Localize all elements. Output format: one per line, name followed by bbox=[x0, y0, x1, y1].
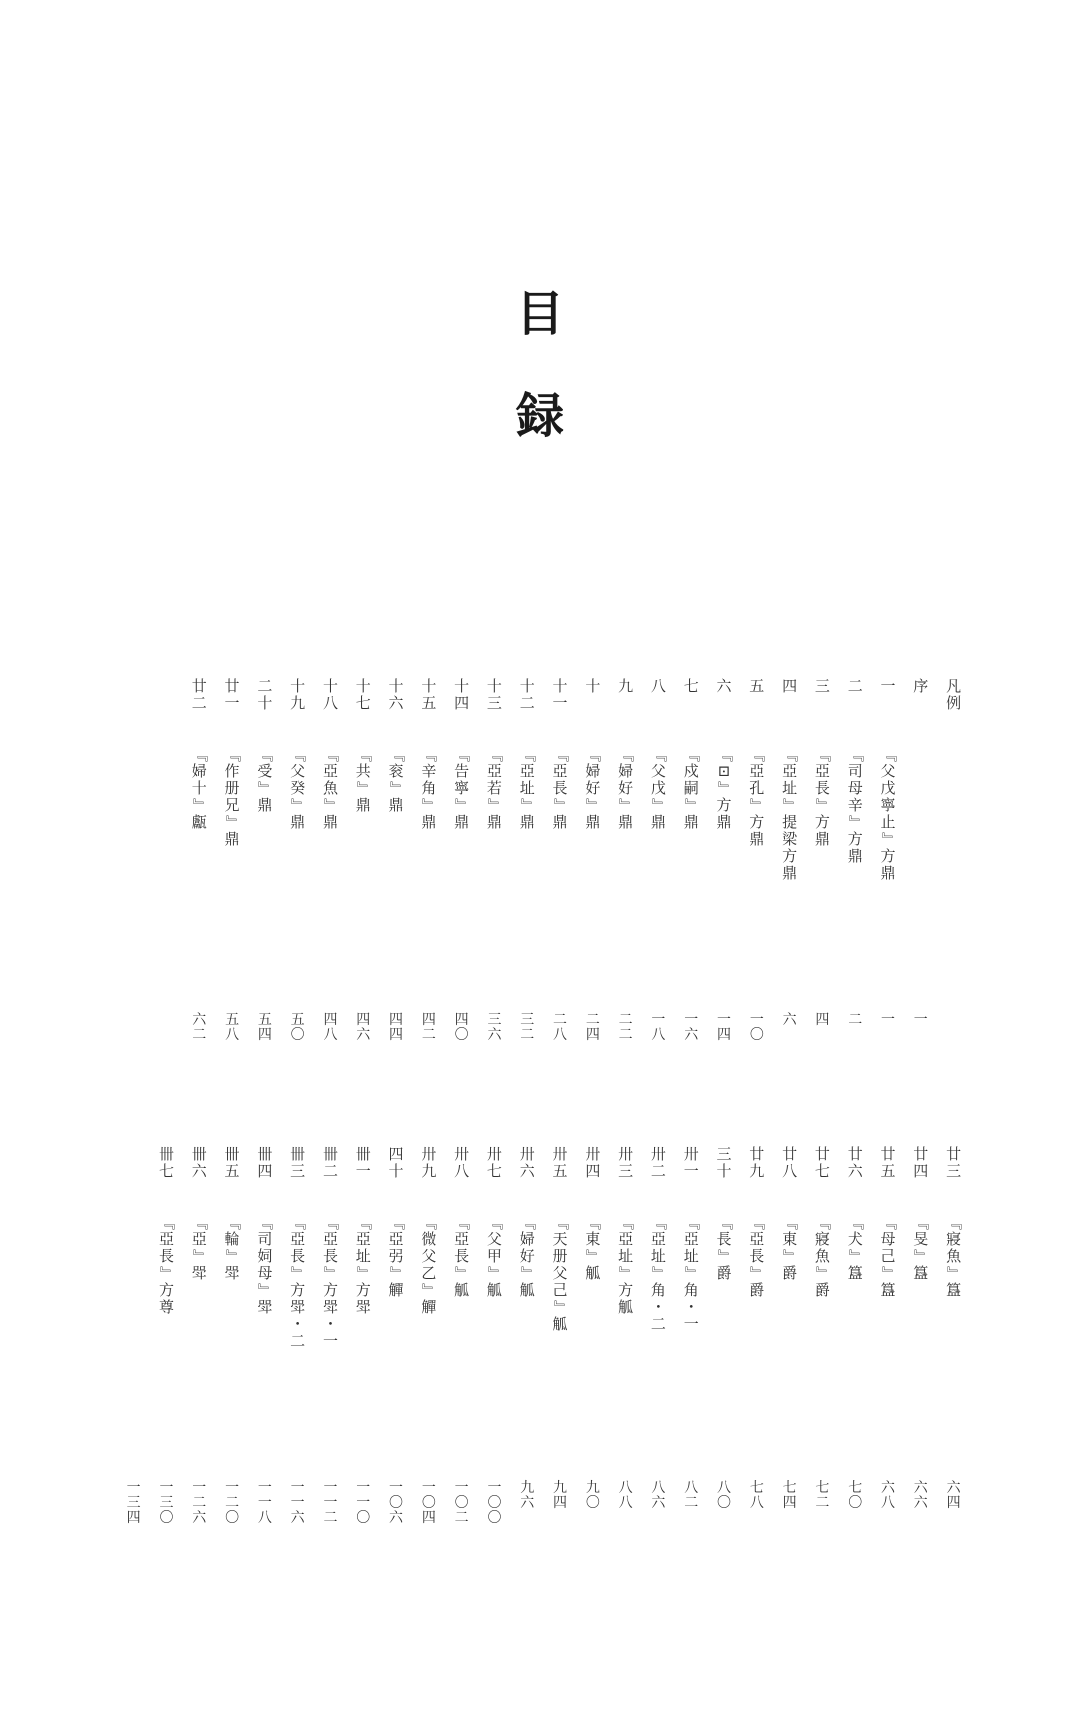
toc-entry[interactable] bbox=[642, 678, 675, 1068]
entry-title: 『 亞 長 』 觚 bbox=[453, 1214, 472, 1299]
toc-entry[interactable] bbox=[183, 678, 216, 1068]
entry-page: 五 〇 bbox=[290, 1012, 305, 1043]
entry-title: 『 亞 址 』 鼎 bbox=[518, 746, 537, 831]
entry-number: 卅 一 bbox=[683, 1145, 699, 1180]
toc-block-lower bbox=[117, 1146, 970, 1536]
toc-entry[interactable] bbox=[347, 1146, 380, 1536]
entry-number: 十 五 bbox=[421, 677, 437, 712]
toc-entry[interactable] bbox=[281, 678, 314, 1068]
toc-entry[interactable] bbox=[412, 1146, 445, 1536]
entry-page: 七 四 bbox=[782, 1480, 797, 1511]
entry-title: 『 亞 長 』 方 尊 bbox=[157, 1214, 176, 1316]
entry-number: 十 一 bbox=[552, 677, 568, 712]
entry-title: 『 司 㚸 母 』 斝 bbox=[256, 1214, 275, 1316]
entry-title: 『 戍 嗣 』 鼎 bbox=[682, 746, 701, 831]
entry-number: 廿 九 bbox=[749, 1145, 765, 1180]
entry-page: 六 八 bbox=[881, 1480, 895, 1511]
toc-entry[interactable] bbox=[314, 678, 347, 1068]
entry-page: 四 八 bbox=[323, 1012, 338, 1043]
toc-entry[interactable] bbox=[511, 1146, 544, 1536]
toc-entry[interactable] bbox=[248, 678, 281, 1068]
entry-number: 卅 五 bbox=[552, 1145, 568, 1180]
entry-number: 十 九 bbox=[290, 677, 306, 712]
entry-page: 一 六 bbox=[684, 1012, 699, 1043]
entry-title: 『 父 戊 寧 止 』 方 鼎 bbox=[879, 746, 898, 882]
entry-page: 一 一 八 bbox=[257, 1480, 272, 1526]
entry-page: 二 四 bbox=[585, 1012, 600, 1043]
entry-page: 一 一 二 bbox=[323, 1480, 338, 1526]
toc-entry[interactable] bbox=[773, 678, 806, 1068]
entry-title: 『 微 父 乙 』 觶 bbox=[420, 1214, 439, 1316]
toc-entry[interactable] bbox=[872, 1146, 905, 1536]
entry-number: 廿 三 bbox=[946, 1145, 962, 1180]
entry-number: 九 bbox=[618, 677, 634, 695]
entry-title: 『 長 』 爵 bbox=[715, 1214, 734, 1282]
toc-entry[interactable] bbox=[511, 678, 544, 1068]
toc-entry[interactable] bbox=[281, 1146, 314, 1536]
entry-title: 『 旻 』 簋 bbox=[912, 1214, 931, 1282]
title-char-1: 目 bbox=[515, 286, 564, 342]
toc-entry[interactable] bbox=[904, 1146, 937, 1536]
entry-number: 十 七 bbox=[355, 677, 371, 712]
entry-title: 『 亞 長 』 方 鼎 bbox=[813, 746, 832, 848]
entry-number: 卅 八 bbox=[454, 1145, 470, 1180]
toc-entry[interactable] bbox=[576, 1146, 609, 1536]
toc-entry[interactable] bbox=[347, 678, 380, 1068]
entry-page: 二 八 bbox=[553, 1012, 568, 1043]
toc-entry[interactable] bbox=[445, 1146, 478, 1536]
entry-number: 廿 五 bbox=[880, 1145, 896, 1180]
toc-entry[interactable] bbox=[642, 1146, 675, 1536]
entry-page: 四 〇 bbox=[454, 1012, 469, 1043]
entry-title: 『 犬 』 簋 bbox=[846, 1214, 865, 1282]
toc-entry[interactable] bbox=[773, 1146, 806, 1536]
entry-page: 八 八 bbox=[618, 1480, 633, 1511]
entry-page: 八 〇 bbox=[717, 1480, 732, 1511]
entry-page: 三 六 bbox=[487, 1012, 502, 1043]
entry-page: 八 二 bbox=[684, 1480, 699, 1511]
toc-entry[interactable] bbox=[150, 1146, 183, 1536]
entry-title: 『 婦 好 』 鼎 bbox=[584, 746, 603, 831]
entry-title: 『 亞 址 』 角 ・ 一 bbox=[682, 1214, 701, 1333]
entry-number: 十 二 bbox=[519, 677, 535, 712]
entry-number: 二 bbox=[847, 677, 863, 695]
entry-title: 『 衮 』 鼎 bbox=[387, 746, 406, 814]
entry-title: 『 亞 』 斝 bbox=[190, 1214, 209, 1282]
toc-entry[interactable] bbox=[183, 1146, 216, 1536]
entry-number: 六 bbox=[716, 677, 732, 695]
entry-number: 三 十 bbox=[716, 1145, 732, 1180]
entry-page: 一 一 〇 bbox=[356, 1480, 371, 1526]
toc-entry[interactable] bbox=[872, 678, 905, 1068]
entry-number: 八 bbox=[650, 677, 666, 695]
entry-title: 『 父 癸 』 鼎 bbox=[289, 746, 308, 831]
toc-entry[interactable] bbox=[609, 1146, 642, 1536]
entry-title: 『 亞 長 』 鼎 bbox=[551, 746, 570, 831]
entry-number: 卅 二 bbox=[650, 1145, 666, 1180]
toc-block-upper bbox=[183, 678, 970, 1068]
entry-page: 一 bbox=[881, 1012, 895, 1028]
entry-number: 廿 二 bbox=[191, 677, 207, 712]
entry-page: 四 四 bbox=[389, 1012, 404, 1043]
entry-number: 凡 例 bbox=[946, 677, 962, 712]
toc-entry[interactable] bbox=[544, 1146, 577, 1536]
entry-page: 一 〇 〇 bbox=[487, 1480, 502, 1526]
entry-page: 四 bbox=[815, 1012, 830, 1028]
entry-title: 『 亞 孔 』 方 鼎 bbox=[748, 746, 767, 848]
toc-entry[interactable] bbox=[806, 1146, 839, 1536]
entry-page: 九 〇 bbox=[585, 1480, 600, 1511]
toc-entry[interactable] bbox=[937, 1146, 970, 1536]
entry-page: 一 〇 四 bbox=[421, 1480, 436, 1526]
toc-entry[interactable] bbox=[478, 1146, 511, 1536]
entry-page: 四 六 bbox=[356, 1012, 371, 1043]
entry-title: 『 亞 弜 』 觶 bbox=[387, 1214, 406, 1299]
entry-page: 七 二 bbox=[815, 1480, 830, 1511]
entry-title: 『 亞 長 』 爵 bbox=[748, 1214, 767, 1299]
entry-number: 卅 九 bbox=[421, 1145, 437, 1180]
entry-title: 『 ⊡ 』 方 鼎 bbox=[715, 746, 734, 831]
entry-title: 『 亞 址 』 方 觚 bbox=[617, 1214, 636, 1316]
entry-title: 『 寢 魚 』 簋 bbox=[945, 1214, 964, 1299]
entry-number: 四 bbox=[782, 677, 798, 695]
toc-entry[interactable] bbox=[839, 1146, 872, 1536]
entry-number: 序 bbox=[913, 677, 929, 695]
entry-title: 『 亞 若 』 鼎 bbox=[485, 746, 504, 831]
entry-page: 五 八 bbox=[225, 1012, 240, 1043]
entry-title: 『 東 』 觚 bbox=[584, 1214, 603, 1282]
entry-number: 廿 八 bbox=[782, 1145, 798, 1180]
entry-title: 『 天 册 父 己 』 觚 bbox=[551, 1214, 570, 1333]
entry-title: 『 受 』 鼎 bbox=[256, 746, 275, 814]
entry-page: 六 bbox=[782, 1012, 797, 1028]
entry-title: 『 亞 長 』 方 斝 ・ 一 bbox=[321, 1214, 340, 1350]
entry-title: 『 共 』 鼎 bbox=[354, 746, 373, 814]
toc-entry[interactable] bbox=[478, 678, 511, 1068]
toc-entry[interactable] bbox=[216, 678, 249, 1068]
toc-entry[interactable] bbox=[839, 678, 872, 1068]
entry-title: 『 婦 好 』 觚 bbox=[518, 1214, 537, 1299]
toc-entry[interactable] bbox=[740, 678, 773, 1068]
toc-entry[interactable] bbox=[216, 1146, 249, 1536]
entry-number: 卌 五 bbox=[224, 1145, 240, 1180]
toc-entry[interactable] bbox=[708, 678, 741, 1068]
entry-page: 六 四 bbox=[946, 1480, 961, 1511]
toc-entry[interactable] bbox=[412, 678, 445, 1068]
entry-page: 七 八 bbox=[749, 1480, 764, 1511]
entry-page: 六 六 bbox=[913, 1480, 928, 1511]
entry-number: 卌 四 bbox=[257, 1145, 273, 1180]
entry-page: 六 二 bbox=[192, 1012, 207, 1043]
entry-title: 『 作 册 兄 』 鼎 bbox=[223, 746, 242, 848]
entry-number: 卅 三 bbox=[618, 1145, 634, 1180]
entry-number: 二 十 bbox=[257, 677, 273, 712]
toc-entry[interactable] bbox=[609, 678, 642, 1068]
entry-number: 十 三 bbox=[486, 677, 502, 712]
entry-title: 『 告 寧 』 鼎 bbox=[453, 746, 472, 831]
entry-number: 四 十 bbox=[388, 1145, 404, 1180]
entry-number: 十 bbox=[585, 677, 601, 695]
entry-number: 七 bbox=[683, 677, 699, 695]
entry-number: 十 六 bbox=[388, 677, 404, 712]
entry-title: 『 亞 址 』 方 斝 bbox=[354, 1214, 373, 1316]
toc-entry[interactable] bbox=[314, 1146, 347, 1536]
entry-page: 一 八 bbox=[651, 1012, 666, 1043]
entry-page: 一 三 四 bbox=[126, 1480, 141, 1526]
entry-page: 一 四 bbox=[717, 1012, 732, 1043]
toc-entry[interactable] bbox=[806, 678, 839, 1068]
entry-page: 七 〇 bbox=[848, 1480, 863, 1511]
toc-entry[interactable] bbox=[576, 678, 609, 1068]
entry-page: 一 三 〇 bbox=[159, 1480, 174, 1526]
toc-entry[interactable] bbox=[708, 1146, 741, 1536]
toc-entry-trailing bbox=[117, 1146, 150, 1536]
entry-title: 『 母 己 』 簋 bbox=[879, 1214, 898, 1299]
toc-entry[interactable] bbox=[675, 678, 708, 1068]
entry-number: 卌 三 bbox=[290, 1145, 306, 1180]
entry-page: 一 bbox=[913, 1012, 928, 1028]
entry-page: 一 〇 二 bbox=[454, 1480, 469, 1526]
entry-title: 『 東 』 爵 bbox=[781, 1214, 800, 1282]
entry-number: 卅 四 bbox=[585, 1145, 601, 1180]
entry-number: 卌 二 bbox=[322, 1145, 338, 1180]
toc-entry[interactable] bbox=[675, 1146, 708, 1536]
entry-title: 『 司 母 辛 』 方 鼎 bbox=[846, 746, 865, 865]
toc-entry[interactable] bbox=[248, 1146, 281, 1536]
entry-page: 九 六 bbox=[520, 1480, 535, 1511]
toc-entry[interactable] bbox=[740, 1146, 773, 1536]
entry-title: 『 父 甲 』 觚 bbox=[485, 1214, 504, 1299]
toc-entry[interactable] bbox=[544, 678, 577, 1068]
entry-page: 一 二 〇 bbox=[225, 1480, 240, 1526]
entry-number: 廿 六 bbox=[847, 1145, 863, 1180]
toc-entry[interactable] bbox=[380, 678, 413, 1068]
toc-entry[interactable] bbox=[904, 678, 937, 1068]
entry-number: 卌 七 bbox=[158, 1145, 174, 1180]
entry-number: 十 四 bbox=[454, 677, 470, 712]
entry-number: 三 bbox=[814, 677, 830, 695]
entry-title: 『 父 戊 』 鼎 bbox=[649, 746, 668, 831]
entry-number: 一 bbox=[880, 677, 896, 695]
entry-title: 『 婦 十 』 甗 bbox=[190, 746, 209, 831]
entry-number: 卌 一 bbox=[355, 1145, 371, 1180]
entry-title: 『 亞 址 』 角 ・ 二 bbox=[649, 1214, 668, 1333]
entry-title: 『 亞 魚 』 鼎 bbox=[321, 746, 340, 831]
entry-page: 九 四 bbox=[553, 1480, 568, 1511]
entry-page: 二 bbox=[848, 1012, 863, 1028]
entry-number: 卌 六 bbox=[191, 1145, 207, 1180]
toc-entry[interactable] bbox=[380, 1146, 413, 1536]
entry-page: 四 二 bbox=[421, 1012, 436, 1043]
entry-page: 一 一 六 bbox=[290, 1480, 305, 1526]
entry-page: 一 〇 六 bbox=[389, 1480, 404, 1526]
entry-title: 『 辛 角 』 鼎 bbox=[420, 746, 439, 831]
toc-entry[interactable] bbox=[937, 678, 970, 1068]
toc-entry[interactable] bbox=[445, 678, 478, 1068]
entry-number: 廿 一 bbox=[224, 677, 240, 712]
entry-title: 『 寢 魚 』 爵 bbox=[813, 1214, 832, 1299]
entry-number: 卅 六 bbox=[519, 1145, 535, 1180]
title-char-2: 録 bbox=[515, 388, 564, 444]
entry-page: 一 〇 bbox=[749, 1012, 764, 1043]
entry-page: 一 二 六 bbox=[192, 1480, 207, 1526]
entry-page: 五 四 bbox=[257, 1012, 272, 1043]
entry-number: 五 bbox=[749, 677, 765, 695]
entry-title: 『 亞 長 』 方 斝 ・ 二 bbox=[289, 1214, 308, 1350]
entry-title: 『 輪 』 斝 bbox=[223, 1214, 242, 1282]
entry-page: 二 二 bbox=[618, 1012, 633, 1043]
entry-number: 廿 四 bbox=[913, 1145, 929, 1180]
toc-title bbox=[0, 286, 1080, 444]
entry-page: 八 六 bbox=[651, 1480, 666, 1511]
entry-page: 三 二 bbox=[520, 1012, 535, 1043]
entry-number: 廿 七 bbox=[814, 1145, 830, 1180]
entry-number: 卅 七 bbox=[486, 1145, 502, 1180]
entry-number: 十 八 bbox=[322, 677, 338, 712]
entry-title: 『 婦 好 』 鼎 bbox=[617, 746, 636, 831]
entry-title: 『 亞 址 』 提 梁 方 鼎 bbox=[781, 746, 800, 882]
